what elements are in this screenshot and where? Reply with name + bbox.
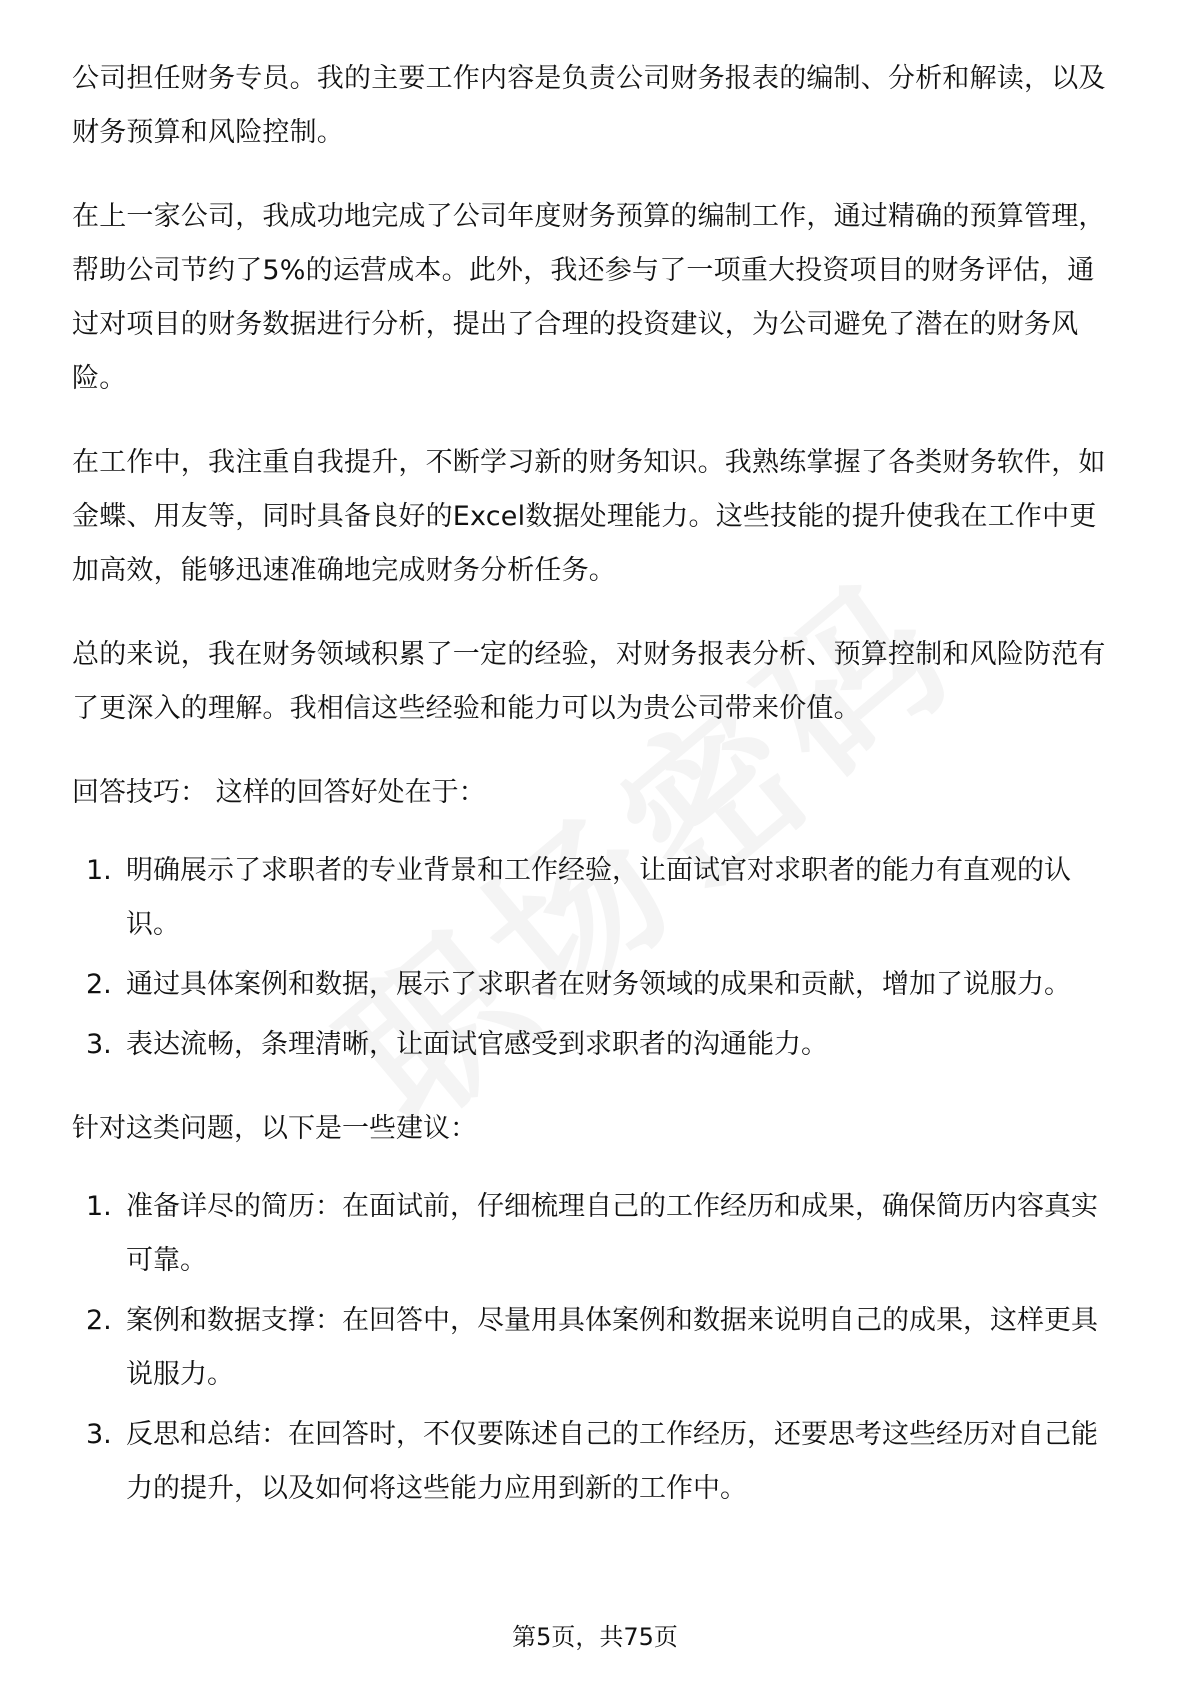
list-item-text: 反思和总结：在回答时，不仅要陈述自己的工作经历，还要思考这些经历对自己能力的提升，以及如何将这些能力应用到新的工作中。	[126, 1419, 1098, 1504]
list-item	[72, 1180, 1118, 1288]
advice-heading: 针对这类问题，以下是一些建议：	[72, 1113, 477, 1144]
paragraph-4: 总的来说，我在财务领域积累了一定的经验，对财务报表分析、预算控制和风险防范有了更深入的理解。我相信这些经验和能力可以为贵公司带来价值。	[72, 639, 1106, 724]
paragraph-2: 在上一家公司，我成功地完成了公司年度财务预算的编制工作，通过精确的预算管理，帮助公司节约了5%的运营成本。此外，我还参与了一项重大投资项目的财务评估，通过对项目的财务数据进行分析，提出了合理的投资建议，为公司避免了潜在的财务风险。	[72, 201, 1106, 394]
list-item	[72, 844, 1118, 952]
document-body	[72, 52, 1118, 1546]
advice-list	[72, 1180, 1118, 1516]
list-item-text: 通过具体案例和数据，展示了求职者在财务领域的成果和贡献，增加了说服力。	[126, 969, 1071, 1000]
list-number: 1.	[86, 855, 112, 886]
list-item-text: 表达流畅，条理清晰，让面试官感受到求职者的沟通能力。	[126, 1029, 828, 1060]
list-number: 2.	[86, 969, 112, 1000]
paragraph-1: 公司担任财务专员。我的主要工作内容是负责公司财务报表的编制、分析和解读，以及财务预算和风险控制。	[72, 63, 1106, 148]
list-item-text: 准备详尽的简历：在面试前，仔细梳理自己的工作经历和成果，确保简历内容真实可靠。	[126, 1191, 1098, 1276]
paragraph-3: 在工作中，我注重自我提升，不断学习新的财务知识。我熟练掌握了各类财务软件，如金蝶、用友等，同时具备良好的Excel数据处理能力。这些技能的提升使我在工作中更加高效，能够迅速准确地完成财务分析任务。	[72, 447, 1106, 586]
list-item	[72, 1408, 1118, 1516]
list-item-text: 案例和数据支撑：在回答中，尽量用具体案例和数据来说明自己的成果，这样更具说服力。	[126, 1305, 1098, 1390]
list-item	[72, 1294, 1118, 1402]
list-number: 2.	[86, 1305, 112, 1336]
list-number: 3.	[86, 1419, 112, 1450]
list-number: 3.	[86, 1029, 112, 1060]
list-item	[72, 958, 1118, 1012]
page-number: 第5页，共75页	[512, 1623, 678, 1651]
list-number: 1.	[86, 1191, 112, 1222]
list-item-text: 明确展示了求职者的专业背景和工作经验，让面试官对求职者的能力有直观的认识。	[126, 855, 1071, 940]
tips-heading: 回答技巧： 这样的回答好处在于：	[72, 777, 486, 808]
tips-list	[72, 844, 1118, 1072]
list-item	[72, 1018, 1118, 1072]
